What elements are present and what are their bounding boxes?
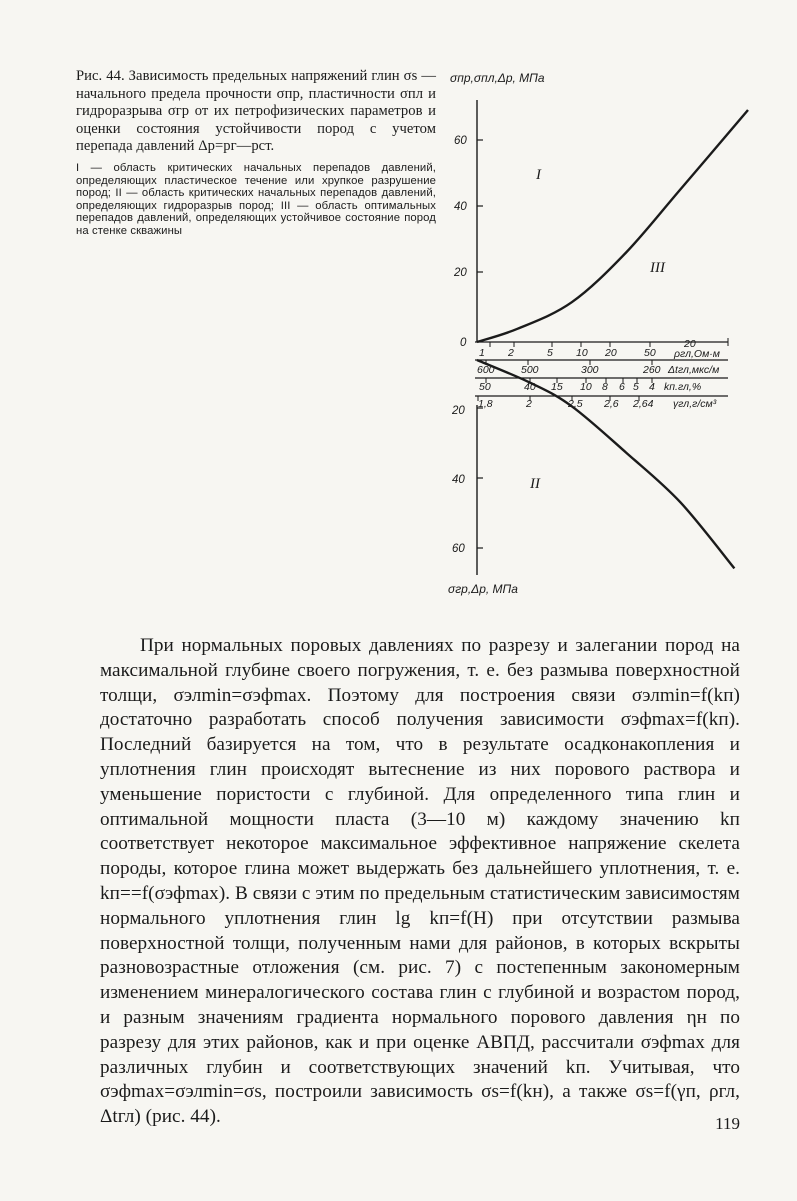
body-paragraph: При нормальных поровых давлениях по разрезу и залегании пород на максимальной глубине своего погружения, т. е. без размыва поверхностной толщи, σэлmin=σэфmax. Поэтому для построения связи σэлmin=f(kп) достаточно разработать способ получения зависимости σэфmax=f(kп). Последний базируется на том, что в результате осадконакопления и уплотнения глин происходят вытеснение из них порового раствора и уменьшение пористости с глубиной. Для определенного типа глин и оптимальной мощности пласта (3—10 м) каждому значению kп соответствует некоторое максимальное эффективное напряжение скелета породы, которое глина может выдержать без дальнейшего уплотнения, т. е. kп==f(σэфmax). В связи с этим по предельным статистическим зависимостям нормального уплотнения глин lg kп=f(H) при отсутствии размыва поверхностной толщи, полученным нами для районов, в которых вскрыты разновозрастные отложения (см. рис. 7) с постепенным закономерным изменением минералогического состава глин с глубиной и возрастом пород, и разным значениям градиента нормального порового давления ηн по разрезу для этих районов, как и при оценке АВПД, рассчитали σэфmax для различных глубин и соответствующих значений kп. Учитывая, что σэфmax=σэлmin=σs, построили зависимость σs=f(kн), а также σs=f(γп, ρгл, Δtгл) (рис. 44). (100, 635, 740, 1128)
scale-4-tick-2-64: 2,64 (633, 398, 654, 410)
figure-44 (430, 60, 775, 620)
scale-1-tick-50: 50 (644, 347, 656, 359)
scale-4-tick-2-5: 2,5 (568, 398, 583, 410)
caption-title: Рис. 44. Зависимость предельных напряжений глин σs — начального предела прочности σпр, пластичности σпл и гидроразрыва σгр от их петрофизических параметров и оценки состояния устойчивости пород с учетом перепада давлений Δp=pг—pст. (76, 68, 436, 155)
y-tick-0: 0 (460, 337, 467, 349)
scale-1-tick-5: 5 (547, 347, 553, 359)
y-ticks-upper (453, 135, 483, 349)
y-tick-lower-40: 40 (452, 474, 465, 486)
y-tick-20: 20 (454, 267, 467, 279)
y-tick-60: 60 (454, 135, 467, 147)
figure-caption (76, 68, 436, 238)
y-tick-40: 40 (454, 201, 467, 213)
region-label-I: I (536, 167, 541, 183)
y-ticks-lower (451, 405, 483, 555)
y-axis-bottom-label: σгр,Δp, МПа (448, 582, 518, 596)
scale-2-tick-600: 600 (477, 364, 495, 376)
scale-3-tick-40: 40 (524, 381, 536, 393)
body-text (100, 634, 740, 1130)
scale-3-tick-8: 8 (602, 381, 608, 393)
scale-resistivity (479, 338, 720, 360)
region-label-III: III (650, 260, 665, 276)
scale-porosity (479, 381, 701, 393)
scale-2-unit: Δtгл,мкс/м (668, 364, 720, 376)
y-tick-lower-60: 60 (452, 543, 465, 555)
scale-3-tick-4: 4 (649, 381, 655, 393)
scale-1-tick-20: 20 (605, 347, 617, 359)
scale-1-end-label: 20 (684, 338, 696, 350)
caption-legend: I — область критических начальных перепадов давлений, определяющих пластическое течение или хрупкое разрушение пород; II — область критических начальных перепадов давлений, определяющих гидроразрыв пород; III — область оптимальных перепадов давлений, определяющих устойчивое состояние пород на стенке скважины (76, 161, 436, 237)
scale-1-unit: ρгл,Ом·м (674, 348, 720, 360)
scale-3-tick-50: 50 (479, 381, 491, 393)
stress-chart (430, 60, 775, 620)
scale-4-tick-2: 2 (526, 398, 532, 410)
scale-1-tick-10: 10 (576, 347, 588, 359)
scale-4-tick-1-8: 1,8 (478, 398, 493, 410)
y-tick-lower-20: 20 (452, 405, 465, 417)
scale-3-unit: kп.гл,% (664, 381, 702, 393)
scale-2-tick-300: 300 (581, 364, 599, 376)
scale-1-tick-1: 1 (479, 347, 485, 359)
scale-3-tick-6: 6 (619, 381, 625, 393)
scale-1-tick-2: 2 (508, 347, 514, 359)
scale-3-tick-10: 10 (580, 381, 592, 393)
scale-2-tick-500: 500 (521, 364, 539, 376)
scale-4-tick-2-6: 2,6 (604, 398, 619, 410)
curve-sigma-pr (477, 110, 748, 342)
scale-density (478, 398, 717, 410)
scale-3-tick-15: 15 (551, 381, 563, 393)
scale-3-tick-5: 5 (633, 381, 639, 393)
page-number: 119 (715, 1114, 740, 1133)
y-axis-top-label: σпр,σпл,Δp, МПа (450, 71, 545, 85)
region-label-II: II (530, 476, 540, 492)
scale-2-tick-260: 260 (643, 364, 661, 376)
scale-4-unit: γгл,г/см³ (673, 398, 717, 410)
